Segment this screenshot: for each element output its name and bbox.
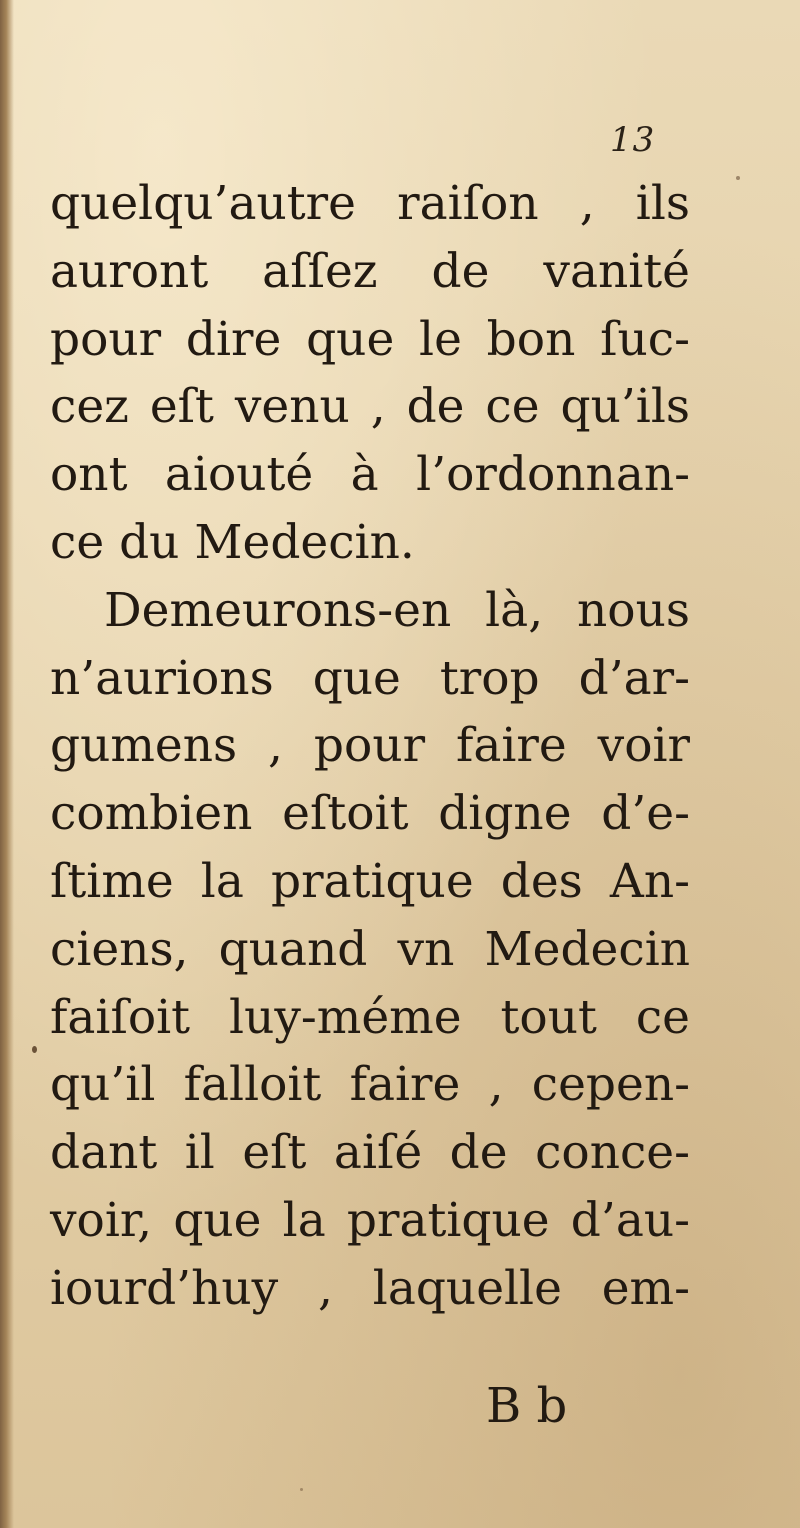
text-line: pour dire que le bon ſuc- <box>50 311 690 367</box>
text-line: quelqu’autre raiſon , ils <box>50 176 690 231</box>
text-line: combien eſtoit digne d’e- <box>50 786 690 842</box>
text-line: faiſoit luy-méme tout ce <box>50 989 690 1045</box>
text-line: n’aurions que trop d’ar- <box>50 650 690 706</box>
page-gutter-shadow <box>0 0 14 1528</box>
text-line: ciens, quand vn Medecin <box>50 921 690 977</box>
text-line: dant il eſt aiſé de conce- <box>50 1125 690 1181</box>
text-line: ont aiouté à l’ordonnan- <box>50 447 690 503</box>
text-line: gumens , pour faire voir <box>50 718 690 774</box>
page-number: 13 <box>610 120 656 160</box>
text-line: iourd’huy , laquelle em- <box>50 1260 690 1316</box>
text-line: qu’il falloit faire , cepen- <box>50 1057 690 1113</box>
text-line: cez eſt venu , de ce qu’ils <box>50 379 690 435</box>
paper-speck <box>300 1488 303 1491</box>
paragraph-start-line: Demeurons-en là, nous <box>104 582 690 638</box>
signature-mark: B b <box>486 1378 568 1434</box>
paper-speck <box>736 176 740 180</box>
text-line: auront aſſez de vanité <box>50 243 690 299</box>
text-line: ſtime la pratique des An- <box>50 853 690 909</box>
body-text <box>50 170 690 1323</box>
paragraph-end-line: ce du Medecin. <box>50 514 415 570</box>
paper-speck <box>32 1046 37 1053</box>
text-line: voir, que la pratique d’au- <box>50 1192 690 1248</box>
